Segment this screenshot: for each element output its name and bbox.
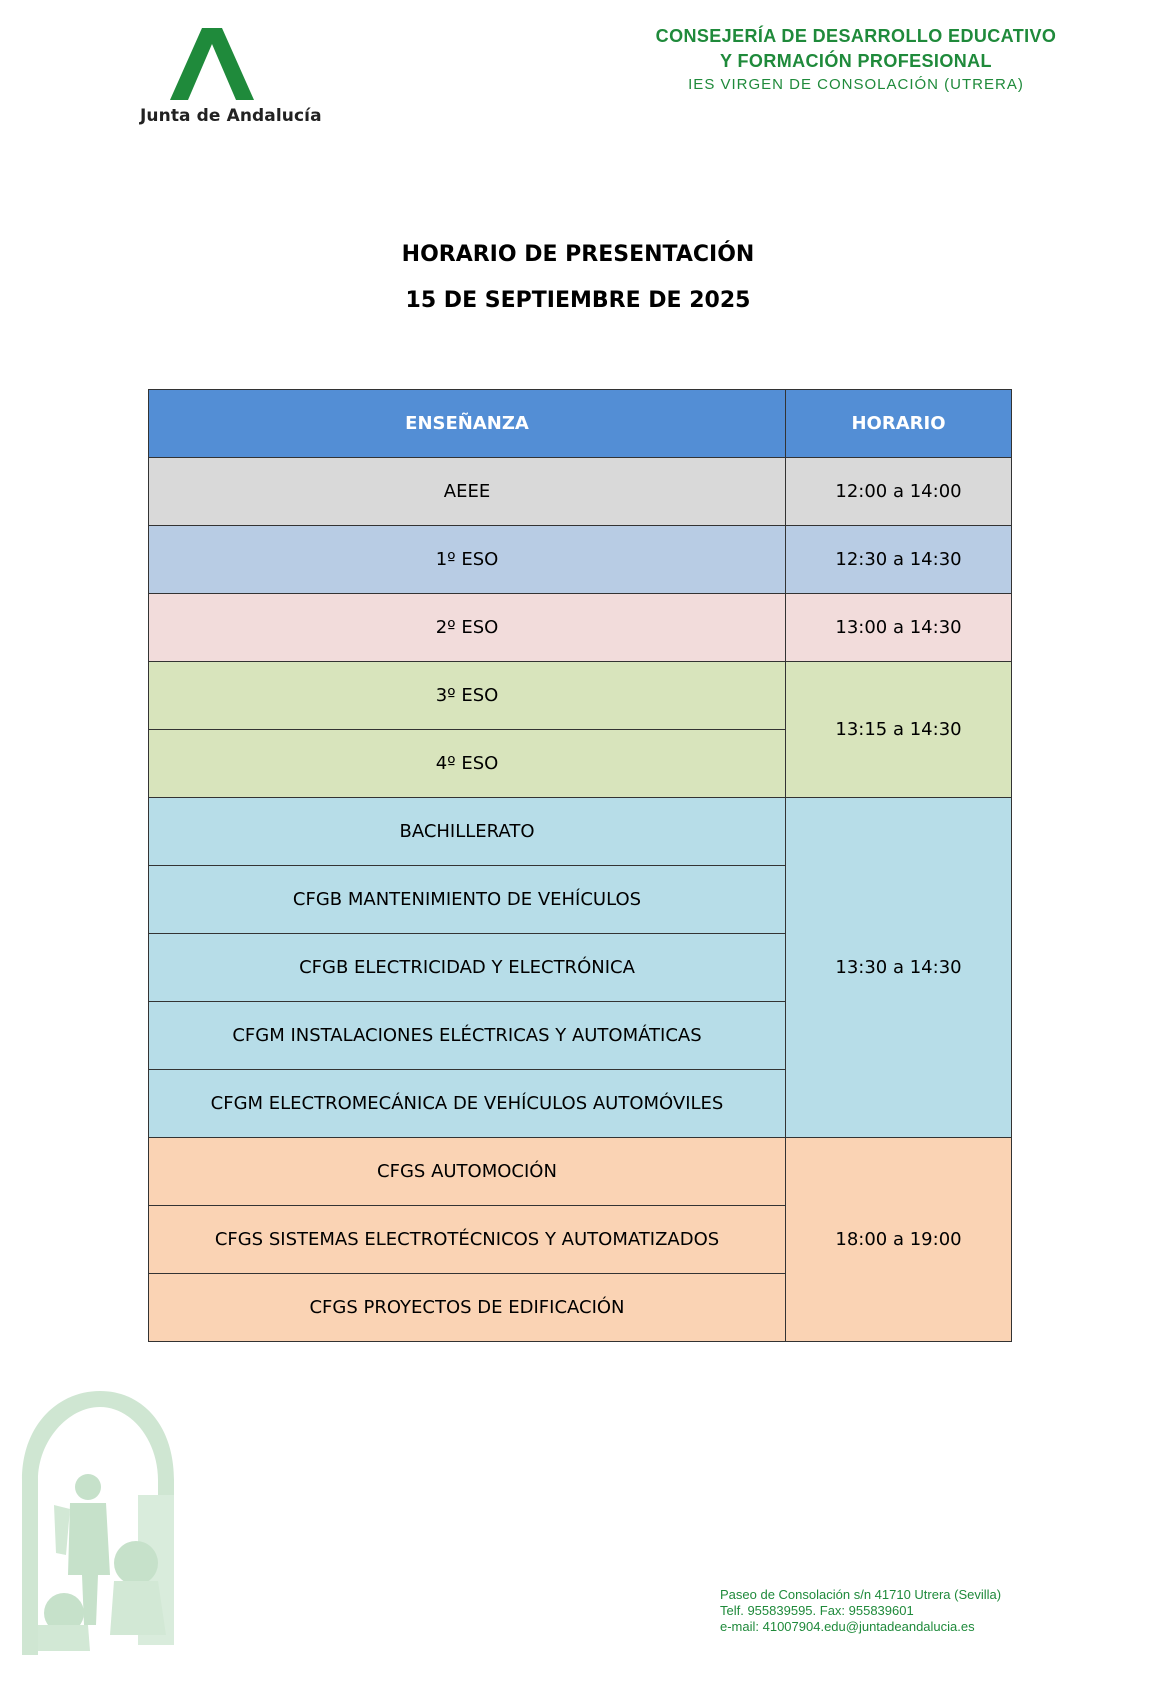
row-time: 12:00 a 14:00	[786, 458, 1012, 526]
row-label: 1º ESO	[149, 526, 786, 594]
junta-logo	[130, 28, 322, 128]
document-title	[0, 232, 1156, 324]
header-ensenanza: ENSEÑANZA	[149, 390, 786, 458]
row-label: 3º ESO	[149, 662, 786, 730]
table-row	[149, 662, 1012, 730]
row-label: 4º ESO	[149, 730, 786, 798]
organization-header	[616, 24, 1096, 96]
table-row	[149, 1138, 1012, 1206]
row-label: AEEE	[149, 458, 786, 526]
row-label: CFGB MANTENIMIENTO DE VEHÍCULOS	[149, 866, 786, 934]
contact-footer	[720, 1587, 1001, 1635]
andalucia-emblem-watermark	[18, 1385, 178, 1655]
title-line-1: HORARIO DE PRESENTACIÓN	[401, 242, 755, 267]
row-time: 18:00 a 19:00	[786, 1138, 1012, 1342]
row-label: CFGM INSTALACIONES ELÉCTRICAS Y AUTOMÁTICAS	[149, 1002, 786, 1070]
footer-address: Paseo de Consolación s/n 41710 Utrera (Sevilla)	[720, 1587, 1002, 1602]
row-label: CFGB ELECTRICIDAD Y ELECTRÓNICA	[149, 934, 786, 1002]
schedule-table	[148, 389, 1012, 1342]
row-label: BACHILLERATO	[149, 798, 786, 866]
row-time: 13:30 a 14:30	[786, 798, 1012, 1138]
table-row	[149, 594, 1012, 662]
table-row	[149, 526, 1012, 594]
org-line-1: CONSEJERÍA DE DESARROLLO EDUCATIVO	[655, 26, 1057, 46]
school-name: IES VIRGEN DE CONSOLACIÓN (UTRERA)	[688, 76, 1024, 93]
row-time: 12:30 a 14:30	[786, 526, 1012, 594]
row-label: CFGM ELECTROMECÁNICA DE VEHÍCULOS AUTOMÓVILES	[149, 1070, 786, 1138]
row-label: CFGS AUTOMOCIÓN	[149, 1138, 786, 1206]
title-date: 15 DE SEPTIEMBRE DE 2025	[405, 288, 751, 313]
org-line-2: Y FORMACIÓN PROFESIONAL	[720, 51, 992, 71]
emblem-icon	[18, 1385, 178, 1655]
table-row	[149, 458, 1012, 526]
row-label: 2º ESO	[149, 594, 786, 662]
row-time: 13:00 a 14:30	[786, 594, 1012, 662]
logo-text: Junta de Andalucía	[140, 106, 322, 126]
row-time: 13:15 a 14:30	[786, 662, 1012, 798]
row-label: CFGS SISTEMAS ELECTROTÉCNICOS Y AUTOMATIZADOS	[149, 1206, 786, 1274]
table-header-row	[149, 390, 1012, 458]
junta-a-logo-icon	[170, 28, 254, 102]
header-horario: HORARIO	[786, 390, 1012, 458]
footer-email[interactable]: e-mail: 41007904.edu@juntadeandalucia.es	[720, 1619, 975, 1634]
row-label: CFGS PROYECTOS DE EDIFICACIÓN	[149, 1274, 786, 1342]
table-row	[149, 798, 1012, 866]
footer-phone: Telf. 955839595. Fax: 955839601	[720, 1603, 914, 1618]
